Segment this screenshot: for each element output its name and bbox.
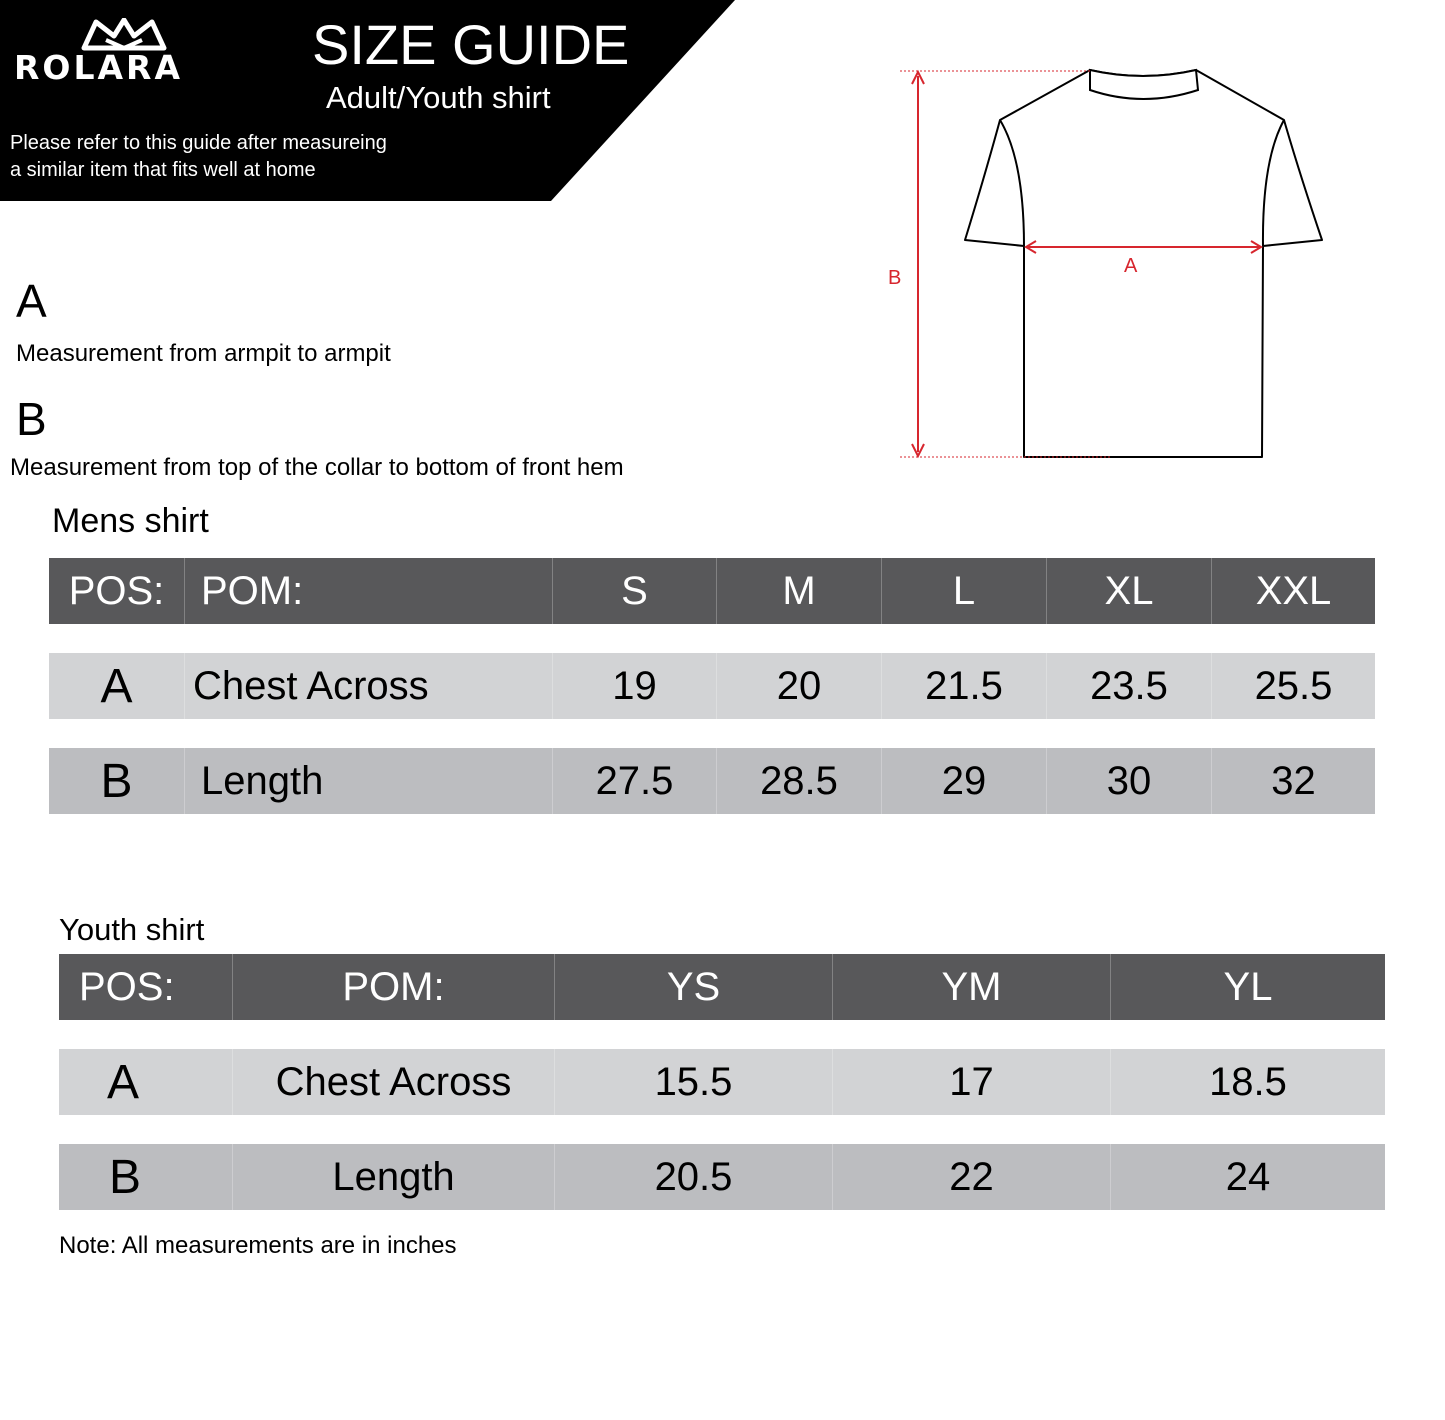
tshirt-diagram: [885, 60, 1345, 470]
youth-row-a-ym: 17: [833, 1049, 1111, 1115]
mens-row-a-pom: Chest Across: [185, 653, 553, 719]
legend-b-description: Measurement from top of the collar to bottom of front hem: [10, 454, 624, 481]
mens-header-pos: POS:: [49, 558, 185, 624]
mens-row-a-xxl: 25.5: [1254, 663, 1333, 708]
mens-row-a-l: 21.5: [882, 653, 1047, 719]
table-row: [49, 748, 1375, 814]
brand-name: ROLARA: [14, 48, 183, 87]
mens-row-a-s: 19: [553, 653, 717, 719]
youth-header-pom: POM:: [233, 954, 555, 1020]
table-row: [59, 1049, 1385, 1115]
mens-row-b-l: 29: [882, 748, 1047, 814]
youth-row-a-pos: A: [59, 1049, 233, 1115]
mens-header-l: L: [882, 558, 1047, 624]
mens-row-a-xl: 23.5: [1047, 653, 1212, 719]
youth-header-row: [59, 954, 1385, 1020]
youth-row-b-ym: 22: [833, 1144, 1111, 1210]
mens-size-table: [49, 558, 1375, 814]
mens-header-m: M: [717, 558, 882, 624]
header-note-line-1: Please refer to this guide after measureing: [10, 132, 387, 154]
youth-row-b-ys: 20.5: [555, 1144, 833, 1210]
header-note-line-2: a similar item that fits well at home: [10, 159, 316, 181]
footer-note: Note: All measurements are in inches: [59, 1232, 457, 1259]
mens-section-title: Mens shirt: [52, 502, 209, 540]
mens-row-a-pos: A: [49, 653, 185, 719]
mens-header-row: [49, 558, 1375, 624]
mens-header-s: S: [553, 558, 717, 624]
legend-a-description: Measurement from armpit to armpit: [16, 340, 391, 367]
youth-header-yl: YL: [1223, 964, 1273, 1009]
youth-size-table: [59, 954, 1385, 1210]
mens-row-b-pom: Length: [185, 748, 553, 814]
mens-row-b-xxl: 32: [1271, 758, 1316, 803]
youth-row-a-yl: 18.5: [1209, 1059, 1287, 1104]
page-title: SIZE GUIDE: [312, 13, 630, 76]
tshirt-collar: [1090, 70, 1198, 99]
youth-section-title: Youth shirt: [59, 912, 205, 947]
youth-row-b-yl: 24: [1225, 1154, 1271, 1199]
youth-header-pos: POS:: [59, 954, 233, 1020]
mens-row-a-m: 20: [717, 653, 882, 719]
mens-header-xl: XL: [1047, 558, 1212, 624]
mens-row-b-m: 28.5: [717, 748, 882, 814]
table-row: [59, 1144, 1385, 1210]
measure-a-label: A: [1124, 255, 1138, 277]
mens-row-b-s: 27.5: [553, 748, 717, 814]
mens-header-xxl: XXL: [1255, 568, 1332, 613]
youth-header-ym: YM: [833, 954, 1111, 1020]
youth-row-b-pos: B: [59, 1144, 233, 1210]
table-row: [49, 653, 1375, 719]
tshirt-outline: [965, 70, 1322, 457]
youth-header-ys: YS: [555, 954, 833, 1020]
measure-b-label: B: [888, 267, 902, 289]
youth-row-a-pom: Chest Across: [233, 1049, 555, 1115]
legend-a-letter: A: [16, 275, 47, 327]
youth-row-b-pom: Length: [233, 1144, 555, 1210]
youth-row-a-ys: 15.5: [555, 1049, 833, 1115]
mens-row-b-xl: 30: [1047, 748, 1212, 814]
legend-b-letter: B: [16, 393, 47, 445]
page-subtitle: Adult/Youth shirt: [326, 80, 551, 115]
mens-row-b-pos: B: [49, 748, 185, 814]
mens-header-pom: POM:: [185, 558, 553, 624]
